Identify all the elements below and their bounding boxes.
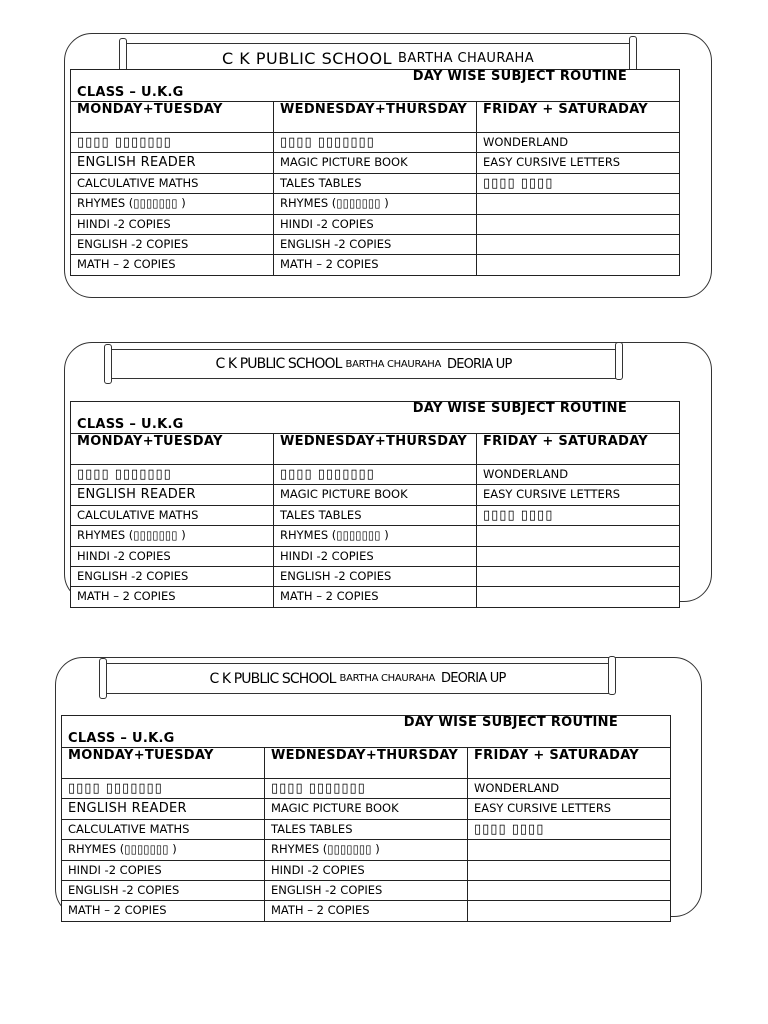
table-row: [71, 566, 680, 586]
table-cell: MAGIC PICTURE BOOK: [274, 153, 477, 173]
school-location: DEORIA UP: [441, 671, 506, 686]
table-cell: ▯▯▯▯ ▯▯▯▯▯▯▯: [274, 465, 477, 485]
table-cell: [477, 214, 680, 234]
table-cell: MATH – 2 COPIES: [274, 587, 477, 607]
school-address: BARTHA CHAURAHA: [345, 358, 441, 370]
table-cell: WONDERLAND: [477, 133, 680, 153]
school-banner-2: [107, 349, 620, 379]
table-cell: ▯▯▯▯ ▯▯▯▯: [477, 505, 680, 525]
school-name: C K PUBLIC SCHOOL: [209, 670, 336, 687]
table-cell: WONDERLAND: [468, 779, 671, 799]
class-label: CLASS – U.K.G: [68, 731, 175, 746]
school-address: BARTHA CHAURAHA: [339, 673, 435, 684]
table-row: [71, 234, 680, 254]
table-row: [71, 526, 680, 546]
table-row: [62, 799, 671, 819]
table-cell: MATH – 2 COPIES: [62, 901, 265, 921]
column-header-fri-sat: FRIDAY + SATURADAY: [477, 102, 680, 133]
table-row: [71, 194, 680, 214]
header-row: [71, 102, 680, 133]
table-cell: MATH – 2 COPIES: [265, 901, 468, 921]
title-row: [71, 402, 680, 434]
table-cell: EASY CURSIVE LETTERS: [468, 799, 671, 819]
school-name: C K PUBLIC SCHOOL: [222, 48, 393, 68]
table-cell: ▯▯▯▯ ▯▯▯▯: [468, 819, 671, 839]
column-header-wed-thu: WEDNESDAY+THURSDAY: [265, 748, 468, 779]
table-row: [71, 214, 680, 234]
column-header-fri-sat: FRIDAY + SATURADAY: [468, 748, 671, 779]
table-cell: ▯▯▯▯ ▯▯▯▯▯▯▯: [62, 779, 265, 799]
table-cell: ENGLISH -2 COPIES: [62, 880, 265, 900]
title-row: [62, 716, 671, 748]
table-cell: [477, 546, 680, 566]
table-cell: TALES TABLES: [274, 505, 477, 525]
table-cell: HINDI -2 COPIES: [62, 860, 265, 880]
table-row: [71, 255, 680, 275]
school-location: DEORIA UP: [447, 356, 512, 372]
table-cell: ENGLISH -2 COPIES: [71, 566, 274, 586]
table-cell: HINDI -2 COPIES: [71, 214, 274, 234]
table-cell: CALCULATIVE MATHS: [71, 173, 274, 193]
school-name: C K PUBLIC SCHOOL: [215, 356, 342, 372]
table-cell: WONDERLAND: [477, 465, 680, 485]
table-cell: MAGIC PICTURE BOOK: [274, 485, 477, 505]
table-cell: TALES TABLES: [274, 173, 477, 193]
table-cell: [477, 234, 680, 254]
table-cell: [477, 255, 680, 275]
table-cell: CALCULATIVE MATHS: [62, 819, 265, 839]
title-cell: [62, 716, 671, 748]
routine-title: DAY WISE SUBJECT ROUTINE: [412, 401, 628, 416]
table-row: [62, 880, 671, 900]
table-cell: ▯▯▯▯ ▯▯▯▯▯▯▯: [274, 133, 477, 153]
table-row: [71, 465, 680, 485]
table-cell: MATH – 2 COPIES: [274, 255, 477, 275]
table-cell: HINDI -2 COPIES: [71, 546, 274, 566]
table-cell: RHYMES (▯▯▯▯▯▯▯ ): [62, 840, 265, 860]
table-cell: ENGLISH -2 COPIES: [71, 234, 274, 254]
table-cell: ENGLISH -2 COPIES: [265, 880, 468, 900]
school-address: BARTHA CHAURAHA: [398, 50, 534, 66]
column-header-wed-thu: WEDNESDAY+THURSDAY: [274, 434, 477, 465]
table-cell: ENGLISH -2 COPIES: [274, 234, 477, 254]
table-row: [71, 485, 680, 505]
table-cell: ENGLISH -2 COPIES: [274, 566, 477, 586]
routine-table-1: [70, 69, 680, 276]
table-cell: CALCULATIVE MATHS: [71, 505, 274, 525]
table-cell: RHYMES (▯▯▯▯▯▯▯ ): [274, 526, 477, 546]
routine-table-3: [61, 715, 671, 922]
table-cell: [477, 194, 680, 214]
table-cell: [468, 880, 671, 900]
class-label: CLASS – U.K.G: [77, 417, 184, 432]
header-row: [62, 748, 671, 779]
table-cell: [477, 587, 680, 607]
table-cell: ENGLISH READER: [71, 153, 274, 173]
table-cell: MATH – 2 COPIES: [71, 587, 274, 607]
table-row: [62, 840, 671, 860]
table-cell: [477, 566, 680, 586]
table-row: [62, 860, 671, 880]
table-cell: HINDI -2 COPIES: [274, 546, 477, 566]
column-header-wed-thu: WEDNESDAY+THURSDAY: [274, 102, 477, 133]
table-row: [71, 133, 680, 153]
table-row: [71, 173, 680, 193]
table-cell: RHYMES (▯▯▯▯▯▯▯ ): [71, 526, 274, 546]
table-cell: [468, 901, 671, 921]
title-row: [71, 70, 680, 102]
routine-title: DAY WISE SUBJECT ROUTINE: [412, 69, 628, 84]
table-cell: RHYMES (▯▯▯▯▯▯▯ ): [274, 194, 477, 214]
routine-title: DAY WISE SUBJECT ROUTINE: [403, 715, 619, 730]
column-header-mon-tue: MONDAY+TUESDAY: [71, 434, 274, 465]
table-row: [62, 819, 671, 839]
table-cell: EASY CURSIVE LETTERS: [477, 485, 680, 505]
table-row: [71, 546, 680, 566]
table-cell: ▯▯▯▯ ▯▯▯▯▯▯▯: [71, 133, 274, 153]
header-row: [71, 434, 680, 465]
table-cell: [477, 526, 680, 546]
table-cell: HINDI -2 COPIES: [274, 214, 477, 234]
column-header-fri-sat: FRIDAY + SATURADAY: [477, 434, 680, 465]
table-cell: ▯▯▯▯ ▯▯▯▯: [477, 173, 680, 193]
table-cell: MAGIC PICTURE BOOK: [265, 799, 468, 819]
table-cell: ENGLISH READER: [62, 799, 265, 819]
school-banner-3: [102, 663, 613, 694]
table-row: [62, 779, 671, 799]
table-cell: MATH – 2 COPIES: [71, 255, 274, 275]
table-row: [71, 505, 680, 525]
table-cell: ENGLISH READER: [71, 485, 274, 505]
class-label: CLASS – U.K.G: [77, 85, 184, 100]
table-cell: HINDI -2 COPIES: [265, 860, 468, 880]
table-cell: [468, 840, 671, 860]
table-cell: TALES TABLES: [265, 819, 468, 839]
table-cell: ▯▯▯▯ ▯▯▯▯▯▯▯: [71, 465, 274, 485]
table-row: [71, 153, 680, 173]
table-cell: [468, 860, 671, 880]
column-header-mon-tue: MONDAY+TUESDAY: [62, 748, 265, 779]
table-row: [62, 901, 671, 921]
title-cell: [71, 70, 680, 102]
column-header-mon-tue: MONDAY+TUESDAY: [71, 102, 274, 133]
table-cell: RHYMES (▯▯▯▯▯▯▯ ): [71, 194, 274, 214]
table-cell: EASY CURSIVE LETTERS: [477, 153, 680, 173]
routine-table-2: [70, 401, 680, 608]
table-row: [71, 587, 680, 607]
title-cell: [71, 402, 680, 434]
table-cell: RHYMES (▯▯▯▯▯▯▯ ): [265, 840, 468, 860]
table-cell: ▯▯▯▯ ▯▯▯▯▯▯▯: [265, 779, 468, 799]
